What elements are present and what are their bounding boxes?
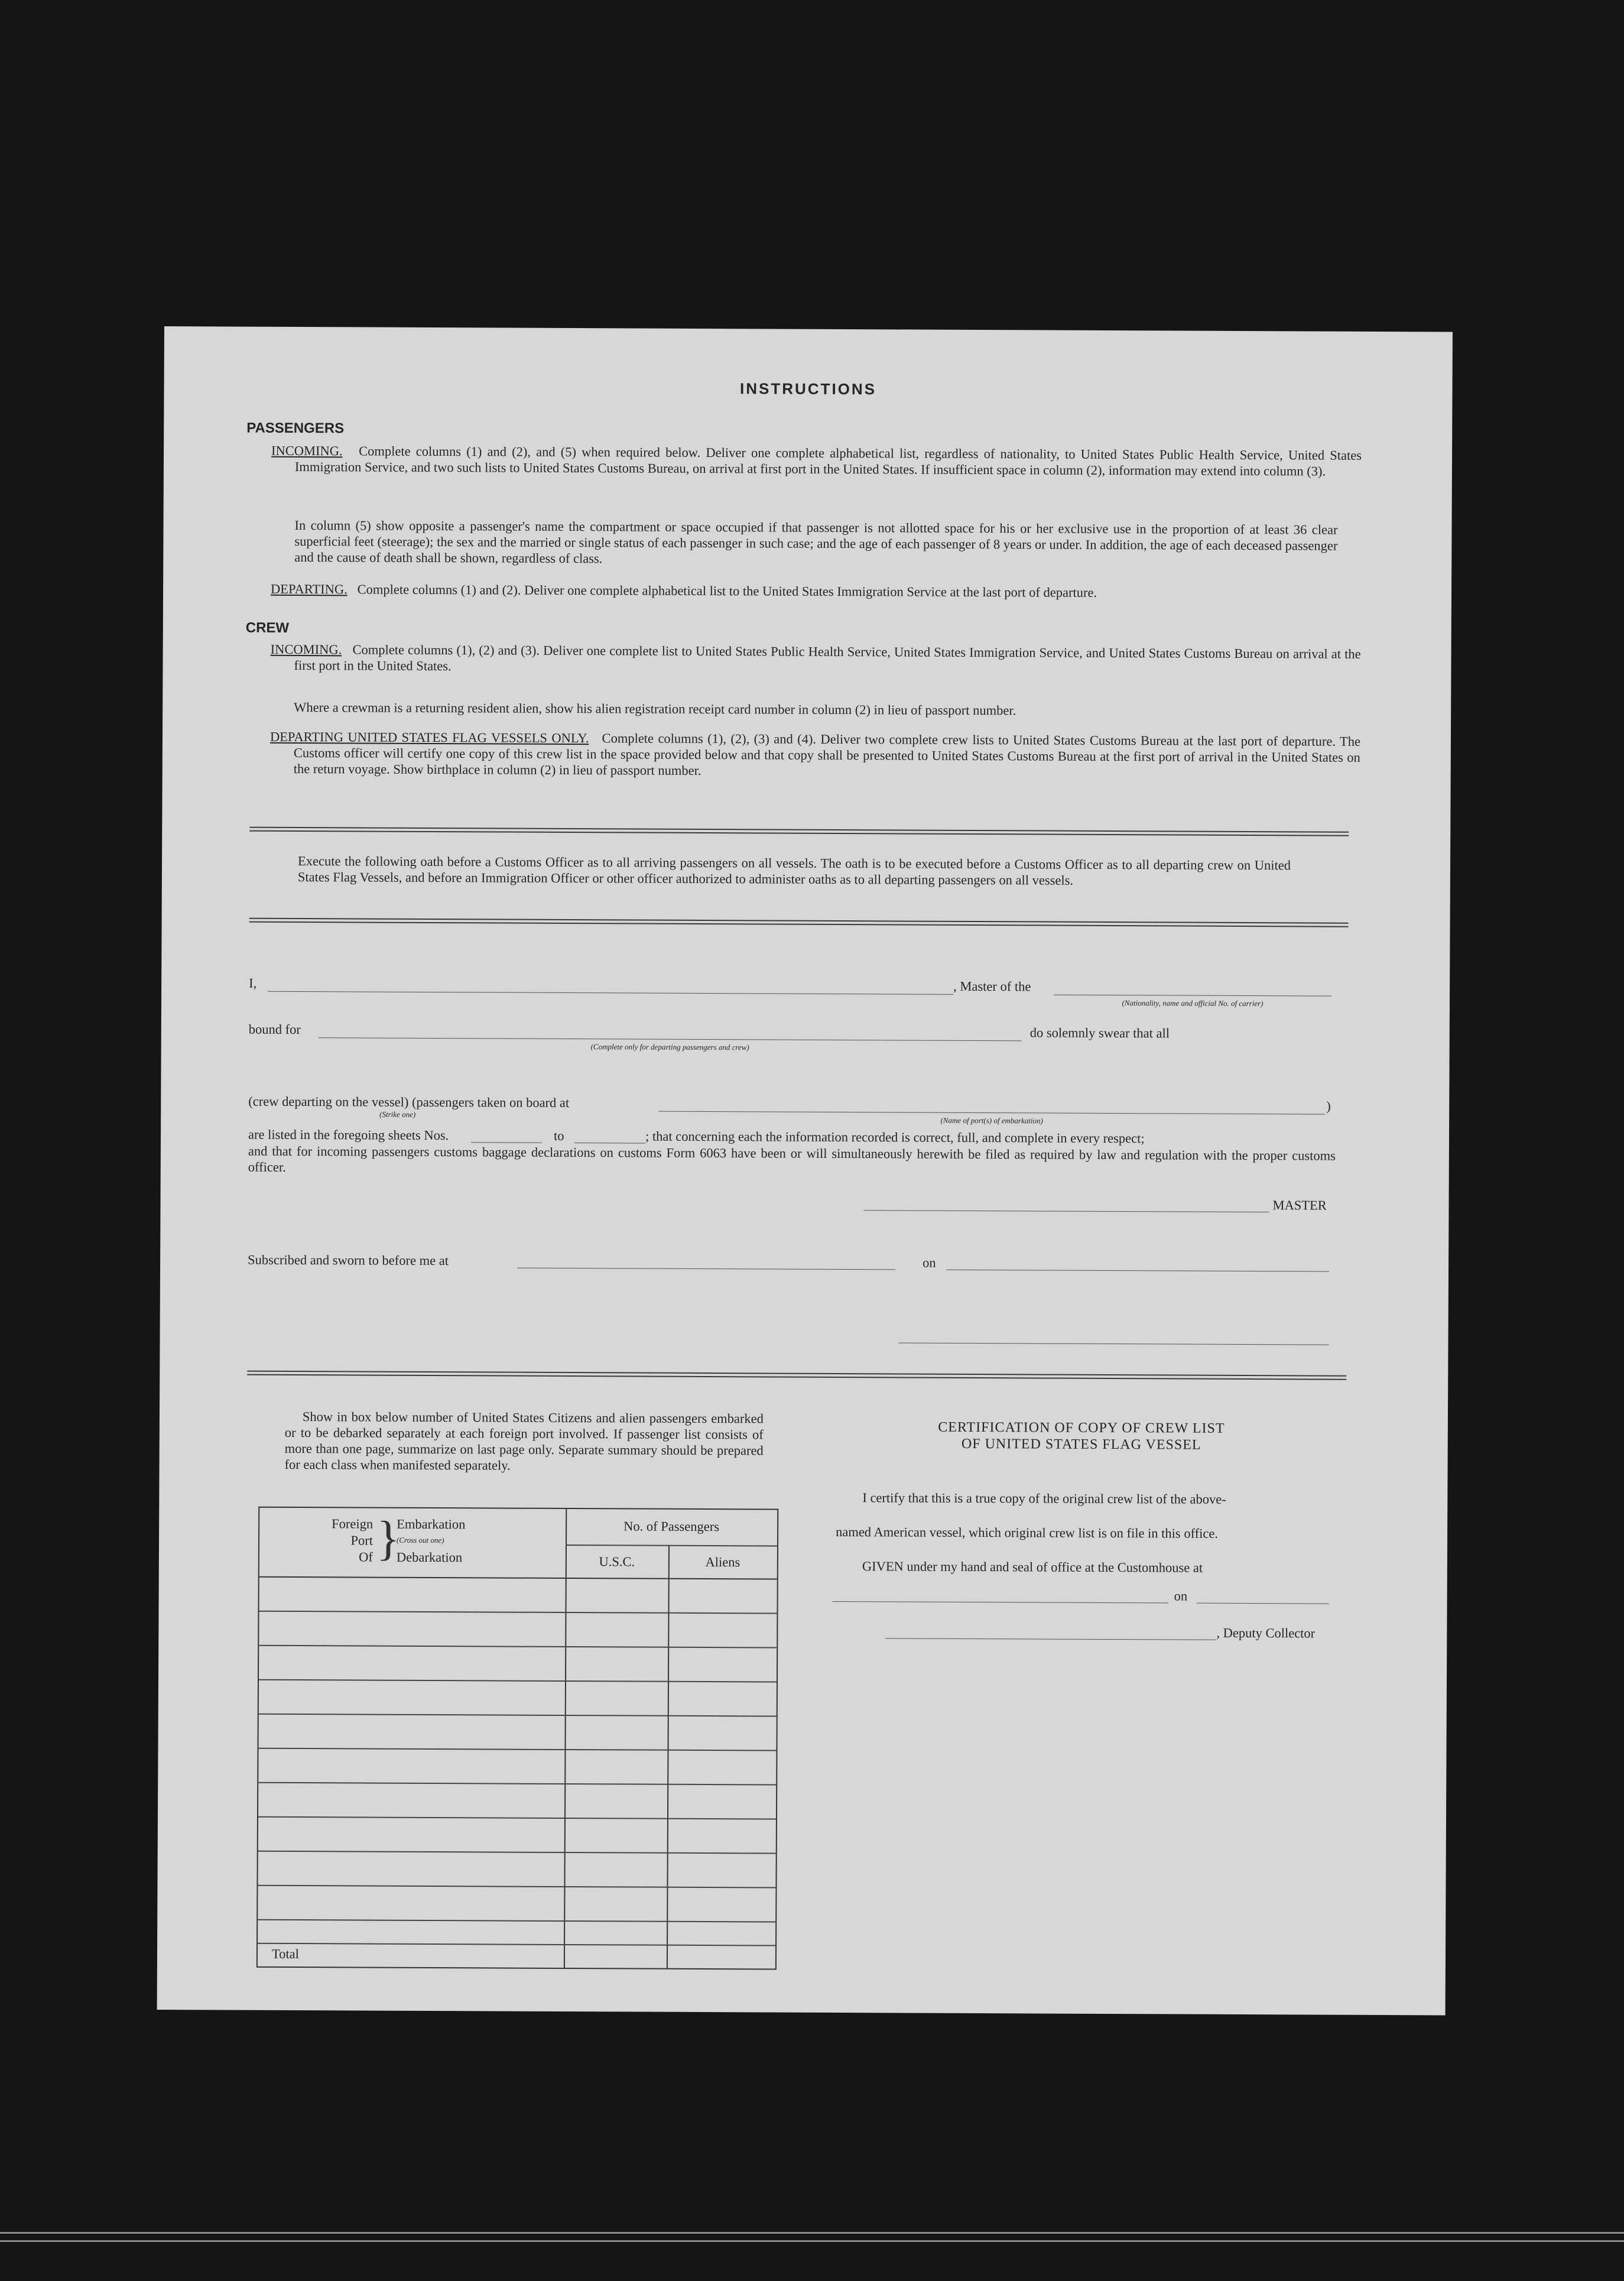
col-passengers: No. of Passengers <box>623 1518 720 1534</box>
table-row[interactable] <box>258 1851 776 1854</box>
passengers-departing-label: DEPARTING. <box>271 581 347 597</box>
table-row[interactable] <box>259 1714 777 1717</box>
cert-on: on <box>1174 1588 1188 1604</box>
cert-date-field-line[interactable] <box>1197 1603 1329 1604</box>
sheet-from-field-line[interactable] <box>471 1142 542 1143</box>
cert-text-2: named American vessel, which original crew list is on file in this office. <box>836 1524 1219 1541</box>
sworn-date-field-line[interactable] <box>946 1270 1329 1272</box>
crew-departing-label: DEPARTING UNITED STATES FLAG VESSELS ONLY. <box>269 729 589 746</box>
table-divider <box>566 1545 777 1546</box>
passengers-departing <box>271 581 1337 602</box>
passengers-heading: PASSENGERS <box>246 420 345 437</box>
col-foreign: Foreign <box>332 1516 373 1532</box>
passengers-departing-text: Complete columns (1) and (2). Deliver one complete alphabetical list to the United States Immigration Service at the last port of departure. <box>357 582 1097 600</box>
master-label: MASTER <box>1272 1198 1327 1213</box>
crew-incoming <box>270 641 1360 678</box>
cert-text-1: I certify that this is a true copy of the original crew list of the above- <box>862 1490 1226 1507</box>
customhouse-field-line[interactable] <box>833 1601 1168 1603</box>
oath-intro: Execute the following oath before a Customs Officer as to all arriving passengers on all vessels. The oath is to be executed before a Customs Officer as to all departing crew on United States Flag Vessels, and before an Immigration Officer or other officer authorized to administer oaths as to all departing passengers on all vessels. <box>297 853 1291 888</box>
col-cross: (Cross out one) <box>397 1535 444 1545</box>
sheet-to-field-line[interactable] <box>574 1143 645 1144</box>
table-row[interactable] <box>258 1919 775 1922</box>
page-title: INSTRUCTIONS <box>739 379 877 398</box>
cert-title-1: CERTIFICATION OF COPY OF CREW LIST <box>938 1419 1225 1436</box>
crew-incoming-text: Complete columns (1), (2) and (3). Deliver one complete list to United States Public Health Service, United States Immigration Service, and United States Customs Bureau on arrival at the first port in the United States. <box>294 642 1361 674</box>
table-row[interactable] <box>259 1679 777 1682</box>
col-of: Of <box>359 1549 373 1565</box>
table-row[interactable] <box>259 1611 777 1614</box>
crew-resident: Where a crewman is a returning resident alien, show his alien registration receipt card number in column (2) in lieu of passport number. <box>294 699 1016 718</box>
crew-departing <box>270 729 1360 781</box>
crew-departing-text: Complete columns (1), (2), (3) and (4). Deliver two complete crew lists to United States Customs Bureau at the last port of departure. The Customs officer will certify one copy of this crew list in the space provided below and that copy shall be presented to United States Customs Bureau at the first port of arrival in the United States on the return voyage. Show birthplace in column (2) in lieu of passport number. <box>293 731 1361 778</box>
summary-instructions: Show in box below number of United States Citizens and alien passengers embarked or to be debarked separately at each foreign port involved. If passenger list consists of more than one page, summarize on last page only. Separate summary should be prepared for each class when manifested separately. <box>284 1409 764 1473</box>
col-port: Port <box>350 1533 373 1548</box>
carrier-field-line[interactable] <box>1054 995 1331 997</box>
bound-caption: (Complete only for departing passengers and crew) <box>590 1042 749 1052</box>
table-row[interactable] <box>258 1782 776 1785</box>
cert-given: GIVEN under my hand and seal of office at the Customhouse at <box>862 1559 1203 1575</box>
subscribed-label: Subscribed and sworn to before me at <box>248 1252 449 1268</box>
oath-i-label: I, <box>249 975 257 991</box>
brace-icon: } <box>376 1511 400 1565</box>
master-of-label: , Master of the <box>953 978 1031 994</box>
listed-to: to <box>553 1128 564 1143</box>
table-divider <box>259 1576 777 1580</box>
form-page <box>157 326 1453 2015</box>
embarkation-port-field-line[interactable] <box>658 1111 1325 1115</box>
swear-label: do solemnly swear that all <box>1029 1025 1170 1041</box>
table-row[interactable] <box>259 1645 777 1648</box>
summary-table <box>256 1507 778 1970</box>
col-debarkation: Debarkation <box>396 1549 463 1565</box>
passengers-incoming-label: INCOMING. <box>271 443 343 459</box>
listed-rest: and that for incoming passengers customs baggage declarations on customs Form 6063 have been or will simultaneously herewith be filed as required by law and regulation with the proper customs officer. <box>248 1143 1336 1174</box>
crew-departing-label: (crew departing on the vessel) (passengers taken on board at <box>248 1094 570 1111</box>
table-row[interactable] <box>258 1816 776 1819</box>
listed-post: ; that concerning each the information recorded is correct, full, and complete in every respect; <box>645 1128 1145 1146</box>
nationality-caption: (Nationality, name and official No. of carrier) <box>1122 998 1264 1008</box>
cert-title-2: OF UNITED STATES FLAG VESSEL <box>961 1436 1201 1453</box>
officer-signature-line[interactable] <box>899 1342 1329 1345</box>
passengers-incoming <box>271 443 1362 479</box>
listed-pre: are listed in the foregoing sheets Nos. <box>248 1127 449 1143</box>
total-label: Total <box>271 1946 299 1962</box>
name-field-line[interactable] <box>268 991 953 995</box>
port-caption: (Name of port(s) of embarkation) <box>940 1115 1043 1125</box>
table-row[interactable] <box>259 1748 777 1751</box>
col-usc: U.S.C. <box>599 1554 635 1569</box>
strike-one-caption: (Strike one) <box>379 1109 416 1119</box>
bound-for-field-line[interactable] <box>319 1037 1022 1041</box>
table-row[interactable] <box>258 1885 775 1888</box>
subscribed-on: on <box>923 1255 936 1270</box>
close-paren: ) <box>1326 1098 1331 1114</box>
col-embarkation: Embarkation <box>397 1516 466 1532</box>
col-aliens: Aliens <box>705 1555 740 1570</box>
deputy-signature-line[interactable] <box>885 1638 1216 1640</box>
crew-incoming-label: INCOMING. <box>270 641 342 657</box>
bound-for-label: bound for <box>248 1021 301 1037</box>
passengers-column5: In column (5) show opposite a passenger's name the compartment or space occupied if that passenger is not allotted space for his or her exclusive use in the proportion of at least 36 clear superficial feet (steerage); the sex and the married or single status of each passenger in such case; and the age of each passenger of 8 years or under. In addition, the age of each deceased passenger and the cause of death shall be shown, regardless of class. <box>294 517 1338 566</box>
deputy-label: , Deputy Collector <box>1216 1625 1316 1641</box>
passengers-incoming-text: Complete columns (1) and (2), and (5) when required below. Deliver one complete alphabetical list, regardless of nationality, to United States Public Health Service, United States Immigration Service, and two such lists to United States Customs Bureau, on arrival at first port in the United States. If insufficient space in column (2), information may extend into column (3). <box>294 443 1362 479</box>
table-divider <box>667 1545 670 1968</box>
crew-heading: CREW <box>245 619 290 636</box>
master-signature-line[interactable] <box>863 1210 1269 1212</box>
table-row[interactable] <box>258 1943 775 1946</box>
sworn-place-field-line[interactable] <box>517 1268 895 1270</box>
